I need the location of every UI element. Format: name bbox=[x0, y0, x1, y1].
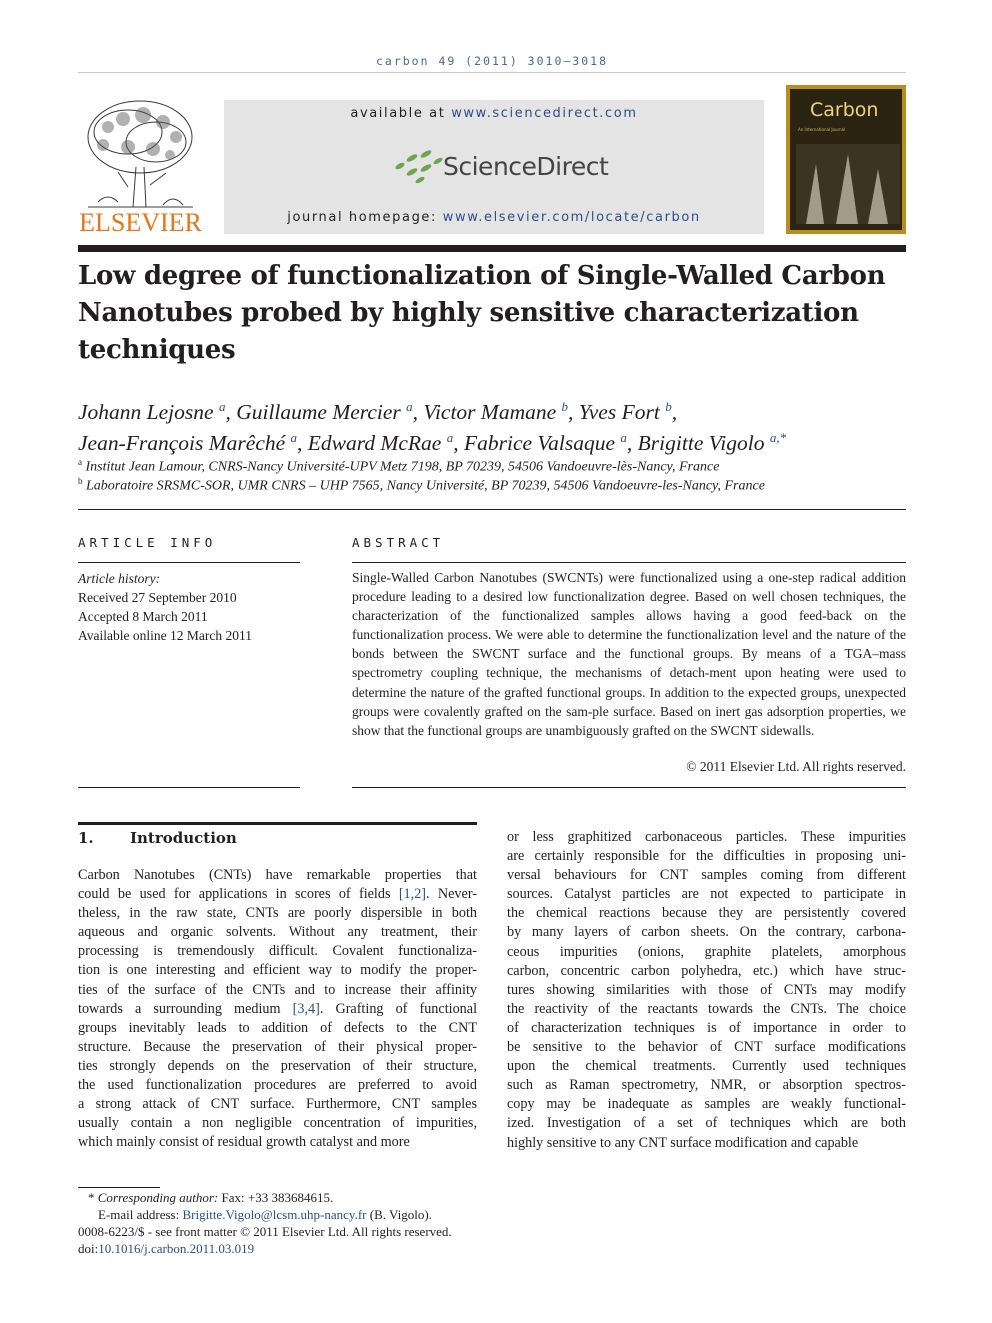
elsevier-wordmark: ELSEVIER bbox=[79, 208, 202, 237]
body-line: of characterization techniques is of importance in order to bbox=[507, 1019, 906, 1036]
body-line: versal behaviours for CNT samples coming from different bbox=[507, 867, 906, 884]
body-line: sources. Catalyst particles are not expected to participate in bbox=[507, 886, 906, 903]
body-line: by many layers of carbon sheets. On the contrary, carbona- bbox=[507, 924, 906, 941]
body-line: highly sensitive to any CNT surface modification and capable bbox=[507, 1134, 859, 1151]
body-line: structure. Because the preservation of their physical proper- bbox=[78, 1038, 477, 1055]
title-line: Low degree of functionalization of Single-Walled Carbon bbox=[78, 261, 886, 291]
affiliation-mark: a bbox=[78, 457, 82, 467]
affiliation-mark[interactable]: b bbox=[561, 399, 569, 414]
affiliation-mark[interactable]: a bbox=[290, 430, 298, 446]
abstract-text: Single-Walled Carbon Nanotubes (SWCNTs) were functionalized using a one-step radical addition procedure leading to a desired low functionalization degree. Based on well chosen techniques, the characterization of the functionalized samples allows having a good feed-back on the functionalization process. We were able to determine the functionalization level and the nature of the bonds between the SWCNT surface and the functional groups. By means of a TGA–mass spectrometry coupling technique, the mechanisms of detach-ment upon heating were used to determine the nature of the grafted functional groups. In addition to the expected groups, unexpected groups were covalently grafted on the sam-ple surface. Based on inert gas adsorption properties, we show that the functional groups are unambiguously grafted on the SWCNT sidewalls. bbox=[352, 570, 906, 738]
body-line: upon the chemical treatments. Currently used techniques bbox=[507, 1058, 906, 1075]
author-line bbox=[78, 425, 906, 456]
doi-link[interactable]: 10.1016/j.carbon.2011.03.019 bbox=[98, 1241, 255, 1256]
body-line: the chemical reactions because they are persistently covered bbox=[507, 905, 906, 922]
issn-line: 0008-6223/$ - see front matter © 2011 Elsevier Ltd. All rights reserved. bbox=[78, 1224, 452, 1239]
body-line: usually contain a non negligible concentration of impurities, bbox=[78, 1115, 477, 1132]
body-line: are certainly responsible for the difficulties in proposing uni- bbox=[507, 848, 906, 865]
title-line: Nanotubes probed by highly sensitive characterization bbox=[78, 298, 859, 328]
body-line: such as Raman spectrometry, NMR, or absorption spectros- bbox=[507, 1077, 906, 1094]
article-title bbox=[78, 258, 906, 369]
sciencedirect-wordmark: ScienceDirect bbox=[443, 152, 609, 181]
body-line: Carbon Nanotubes (CNTs) have remarkable properties that bbox=[78, 867, 477, 883]
corresponding-label: Corresponding author: bbox=[97, 1190, 219, 1205]
body-line: groups inevitably leads to addition of defects to the CNT bbox=[78, 1019, 477, 1036]
affiliation-b bbox=[78, 476, 906, 495]
affiliation-mark[interactable]: a bbox=[620, 430, 627, 446]
accepted-date: Accepted 8 March 2011 bbox=[78, 609, 208, 624]
body-line: aqueous and organic solvents. Without any treatment, their bbox=[78, 924, 477, 941]
abstract-bottom-rule bbox=[352, 787, 906, 788]
online-date: Available online 12 March 2011 bbox=[78, 628, 252, 643]
body-line: ceous impurities (onions, graphite platelets, amorphous bbox=[507, 943, 906, 960]
author-separator: , bbox=[225, 400, 237, 425]
author-separator: , bbox=[297, 431, 308, 456]
body-line: or less graphitized carbonaceous particles. These impurities bbox=[507, 829, 906, 845]
article-history-label: Article history: bbox=[78, 571, 161, 586]
email-link[interactable]: Brigitte.Vigolo@lcsm.uhp-nancy.fr bbox=[182, 1207, 367, 1222]
affiliation-text: Laboratoire SRSMC-SOR, UMR CNRS – UHP 7565, Nancy Université, BP 70239, 54506 Vandoeuvre-les-Nancy, France bbox=[86, 478, 765, 494]
email-owner: (B. Vigolo). bbox=[366, 1207, 432, 1222]
cover-figure bbox=[796, 144, 900, 224]
body-line: theless, in the raw state, CNTs are poorly dispersible in both bbox=[78, 905, 477, 922]
intro-column-left bbox=[78, 866, 477, 1152]
body-line: a strong attack of CNT surface. Furthermore, CNT samples bbox=[78, 1096, 477, 1113]
article-info-heading: ARTICLE INFO bbox=[78, 535, 217, 550]
body-line: copy may be inadequate as samples are weakly functional- bbox=[507, 1096, 906, 1113]
cover-title: Carbon bbox=[810, 99, 879, 121]
received-date: Received 27 September 2010 bbox=[78, 590, 237, 605]
available-label: available at bbox=[350, 106, 452, 121]
author-separator: , bbox=[671, 400, 678, 425]
title-top-rule bbox=[78, 245, 906, 252]
body-line: the used functionalization procedures are preferred to avoid bbox=[78, 1077, 477, 1094]
author-separator: , bbox=[412, 400, 424, 425]
affiliation-text: Institut Jean Lamour, CNRS-Nancy Université-UPV Metz 7198, BP 70239, 54506 Vandoeuvre-lès-Nancy, France bbox=[85, 459, 720, 475]
author-name: Yves Fort bbox=[578, 400, 660, 425]
affiliation-mark[interactable]: a bbox=[218, 399, 226, 414]
author-separator: , bbox=[568, 400, 579, 425]
affiliation-mark: b bbox=[78, 476, 83, 486]
body-line: tion is one interesting and efficient way to modify the proper- bbox=[78, 962, 477, 979]
title-line: techniques bbox=[78, 335, 236, 365]
abstract-copyright: © 2011 Elsevier Ltd. All rights reserved. bbox=[686, 759, 906, 774]
body-line: could be used for applications in scores of fields [1,2]. Never- bbox=[78, 886, 477, 903]
author-name: Jean-François Marêché bbox=[78, 431, 286, 456]
author-name: Guillaume Mercier bbox=[236, 400, 401, 425]
body-line: ties of the surface of the CNTs and to increase their affinity bbox=[78, 981, 477, 998]
section-number: 1. bbox=[78, 829, 94, 847]
article-info-bottom-rule bbox=[78, 787, 300, 788]
author-line bbox=[78, 394, 906, 425]
body-line: be sensitive to the behavior of CNT surface modifications bbox=[507, 1039, 906, 1056]
affiliation-mark[interactable]: a bbox=[406, 399, 413, 414]
header-rule bbox=[78, 72, 906, 73]
author-separator: , bbox=[626, 431, 638, 456]
homepage-label: journal homepage: bbox=[287, 210, 443, 225]
author-list bbox=[78, 394, 906, 456]
body-line: ized. Investigation of a set of techniques which are both bbox=[507, 1115, 906, 1132]
citation-link[interactable]: [3,4] bbox=[292, 1000, 320, 1017]
author-name: Brigitte Vigolo bbox=[637, 431, 765, 456]
author-name: Victor Mamane bbox=[423, 400, 557, 425]
author-name: Fabrice Valsaque bbox=[463, 431, 616, 456]
affiliation-mark[interactable]: a,* bbox=[769, 430, 787, 446]
article-info-rule bbox=[78, 562, 300, 563]
body-line: processing is tremendously difficult. Covalent functionaliza- bbox=[78, 943, 477, 960]
journal-homepage-line bbox=[224, 210, 764, 225]
body-line: tures showing similarities with those of CNTs may modify bbox=[507, 981, 906, 998]
footnote-mark: * bbox=[88, 1190, 95, 1205]
affiliation-a bbox=[78, 457, 906, 476]
doi-line bbox=[78, 1240, 254, 1257]
affiliation-rule bbox=[78, 509, 906, 510]
author-separator: , bbox=[453, 431, 464, 456]
journal-cover-image bbox=[786, 85, 906, 234]
email-note bbox=[98, 1206, 432, 1223]
journal-homepage-link[interactable]: www.elsevier.com/locate/carbon bbox=[442, 210, 701, 225]
affiliation-mark[interactable]: a bbox=[446, 430, 454, 446]
intro-column-right bbox=[507, 828, 906, 1153]
body-line: carbon, concentric carbon polyhedra, etc.) which have struc- bbox=[507, 962, 906, 979]
affiliation-mark[interactable]: b bbox=[665, 399, 672, 414]
fax-number: Fax: +33 383684615. bbox=[218, 1190, 334, 1205]
footnote-rule bbox=[78, 1187, 160, 1188]
cover-subtitle: An International Journal bbox=[798, 127, 846, 132]
author-name: Johann Lejosne bbox=[78, 400, 214, 425]
journal-citation: carbon 49 (2011) 3010–3018 bbox=[375, 54, 608, 68]
body-line: the reactivity of the reactants towards the CNTs. The choice bbox=[507, 1000, 906, 1017]
doi-label: doi: bbox=[78, 1241, 99, 1256]
body-line: ties strongly depends on the preservation of their structure, bbox=[78, 1057, 477, 1074]
abstract-rule bbox=[352, 562, 906, 563]
body-line: which mainly consist of residual growth catalyst and more bbox=[78, 1134, 410, 1151]
author-name: Edward McRae bbox=[307, 431, 442, 456]
body-line: towards a surrounding medium [3,4]. Grafting of functional bbox=[78, 1000, 478, 1017]
intro-rule bbox=[78, 822, 477, 825]
email-label: E-mail address: bbox=[98, 1207, 183, 1222]
abstract-heading: ABSTRACT bbox=[352, 535, 445, 550]
sciencedirect-link[interactable]: www.sciencedirect.com bbox=[451, 106, 638, 121]
citation-link[interactable]: [1,2] bbox=[398, 886, 427, 903]
corresponding-author-note bbox=[88, 1189, 333, 1206]
section-heading: Introduction bbox=[130, 829, 237, 847]
available-at-line bbox=[224, 106, 764, 121]
